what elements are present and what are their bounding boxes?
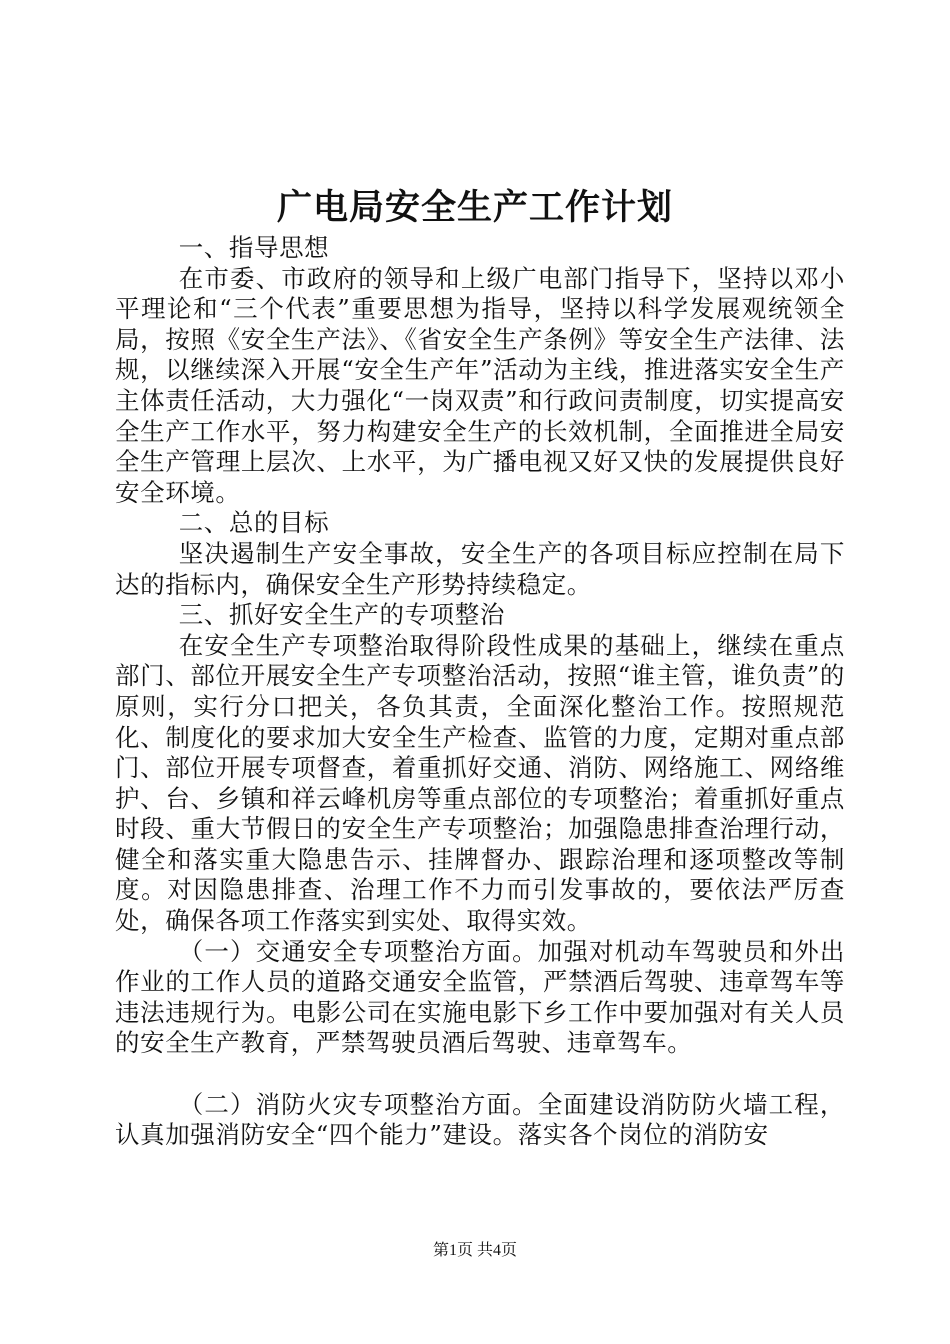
section-heading-overall-goal: 二、总的目标 <box>178 508 330 538</box>
paragraph-overall-goal: 坚决遏制生产安全事故，安全生产的各项目标应控制在局下达的指标内，确保安全生产形势持续稳定。 <box>115 538 845 599</box>
paragraph-special-rectification: 在安全生产专项整治取得阶段性成果的基础上，继续在重点部门、部位开展安全生产专项整治活动，按照“谁主管，谁负责”的原则，实行分口把关，各负其责，全面深化整治工作。按照规范化、制度化的要求加大安全生产检查、监管的力度，定期对重点部门、部位开展专项督查，着重抓好交通、消防、网络施工、网络维护、台、乡镇和祥云峰机房等重点部位的专项整治；着重抓好重点时段、重大节假日的安全生产专项整治；加强隐患排查治理行动，健全和落实重大隐患告示、挂牌督办、跟踪治理和逐项整改等制度。对因隐患排查、治理工作不力而引发事故的，要依法严厉查处，确保各项工作落实到实处、取得实效。 <box>115 630 845 936</box>
section-heading-special-rectification: 三、抓好安全生产的专项整治 <box>178 600 505 630</box>
paragraph-traffic-safety: （一）交通安全专项整治方面。加强对机动车驾驶员和外出作业的工作人员的道路交通安全监管，严禁酒后驾驶、违章驾车等违法违规行为。电影公司在实施电影下乡工作中要加强对有关人员的安全生产教育，严禁驾驶员酒后驾驶、违章驾车。 <box>115 936 845 1058</box>
paragraph-guiding-ideology: 在市委、市政府的领导和上级广电部门指导下，坚持以邓小平理论和“三个代表”重要思想为指导，坚持以科学发展观统领全局，按照《安全生产法》、《省安全生产条例》等安全生产法律、法规，以继续深入开展“安全生产年”活动为主线，推进落实安全生产主体责任活动，大力强化“一岗双责”和行政问责制度，切实提高安全生产工作水平，努力构建安全生产的长效机制，全面推进全局安全生产管理上层次、上水平，为广播电视又好又快的发展提供良好安全环境。 <box>115 263 845 507</box>
page-footer: 第1页 共4页 <box>432 1242 517 1259</box>
paragraph-fire-safety: （二）消防火灾专项整治方面。全面建设消防防火墙工程，认真加强消防安全“四个能力”建设。落实各个岗位的消防安 <box>115 1089 845 1150</box>
page-title: 广电局安全生产工作计划 <box>276 187 673 228</box>
section-heading-guiding-ideology: 一、指导思想 <box>178 233 330 262</box>
document-body <box>115 233 845 1151</box>
